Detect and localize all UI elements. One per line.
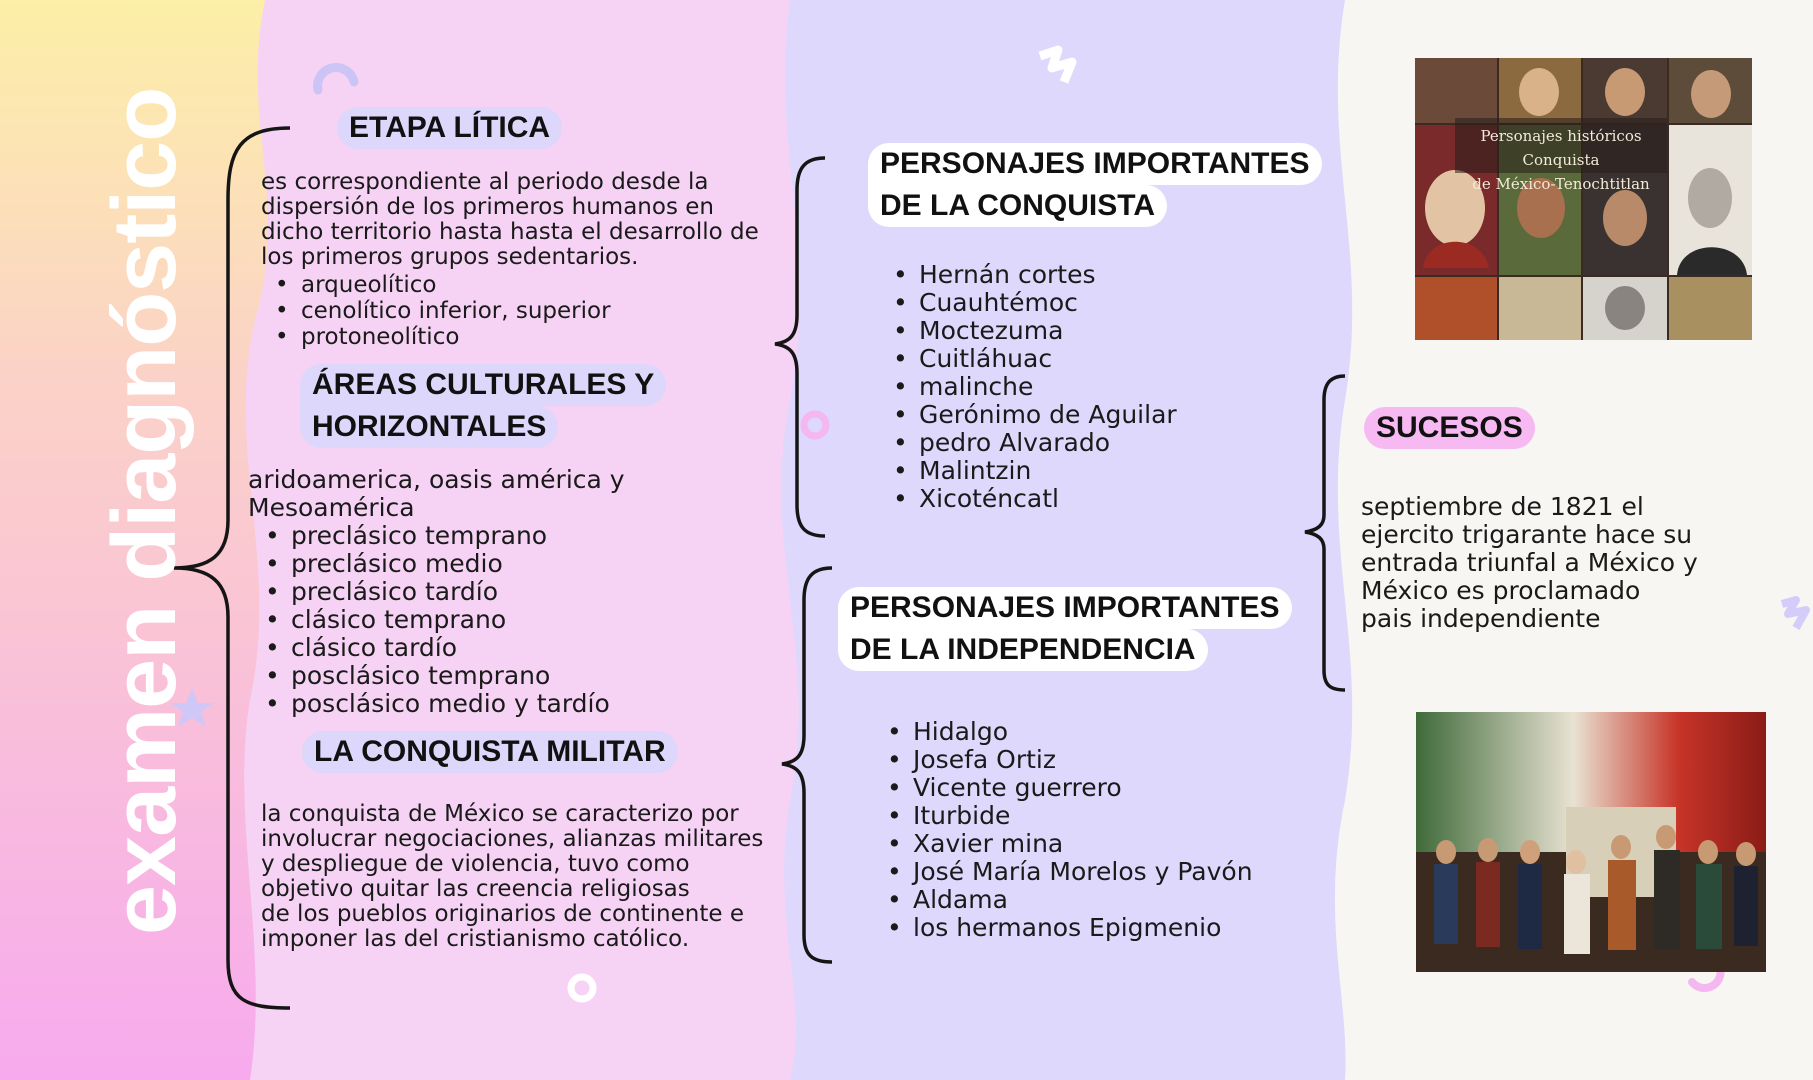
list-item: • pedro Alvarado [893,429,1177,457]
sucesos-text-line: ejercito trigarante hace su [1361,520,1693,549]
conquista-militar-text-line: y despliegue de violencia, tuvo como [261,851,690,877]
etapa-litica-heading: ETAPA LÍTICA [337,107,562,149]
personajes-independencia-heading-line1: PERSONAJES IMPORTANTES [838,587,1292,629]
independencia-painting-image [1416,712,1766,972]
list-item: • Cuauhtémoc [893,289,1177,317]
areas-culturales-text [248,466,768,522]
list-item: • Xavier mina [887,830,1253,858]
list-item: • posclásico temprano [265,662,610,690]
list-item: • protoneolítico [275,324,611,350]
list-item: • clásico temprano [265,606,610,634]
list-item: • José María Morelos y Pavón [887,858,1253,886]
list-item: • los hermanos Epigmenio [887,914,1253,942]
list-item: • malinche [893,373,1177,401]
etapa-litica-text-line: dicho territorio hasta hasta el desarrollo de [261,219,759,245]
etapa-litica-list [275,272,611,350]
sucesos-text-line: septiembre de 1821 el [1361,492,1644,521]
sucesos-text-line: México es proclamado [1361,576,1641,605]
list-item: • Malintzin [893,457,1177,485]
areas-culturales-heading-line1: ÁREAS CULTURALES Y [300,364,666,406]
sucesos-heading: SUCESOS [1364,407,1535,449]
list-item: • Cuitláhuac [893,345,1177,373]
conquista-militar-text [261,802,781,952]
list-item: • Xicoténcatl [893,485,1177,513]
list-item: • Josefa Ortiz [887,746,1253,774]
conquista-militar-text-line: involucrar negociaciones, alianzas militares [261,826,764,852]
personajes-independencia-heading-line2: DE LA INDEPENDENCIA [838,629,1208,671]
list-item: • preclásico medio [265,550,610,578]
personajes-conquista-heading-line1: PERSONAJES IMPORTANTES [868,143,1322,185]
sucesos-text-line: entrada triunfal a México y [1361,548,1698,577]
page-title: examen diagnóstico [95,87,195,935]
areas-culturales-text-line: Mesoamérica [248,493,415,522]
personajes-conquista-list [893,261,1177,513]
list-item: • cenolítico inferior, superior [275,298,611,324]
collage-illustration [1415,58,1752,340]
areas-culturales-text-line: aridoamerica, oasis américa y [248,465,625,494]
sucesos-text-line: pais independiente [1361,604,1601,633]
list-item: • Aldama [887,886,1253,914]
sucesos-text [1361,493,1741,633]
conquista-militar-text-line: la conquista de México se caracterizo por [261,801,739,827]
painting-illustration [1416,712,1766,972]
conquista-militar-heading: LA CONQUISTA MILITAR [302,731,678,773]
list-item: • Vicente guerrero [887,774,1253,802]
conquista-militar-text-line: imponer las del cristianismo católico. [261,926,690,952]
etapa-litica-text-line: los primeros grupos sedentarios. [261,244,639,270]
etapa-litica-text-line: dispersión de los primeros humanos en [261,194,714,220]
collage-caption [1455,124,1667,196]
areas-culturales-heading-line2: HORIZONTALES [300,406,558,448]
list-item: • clásico tardío [265,634,610,662]
list-item: • Hernán cortes [893,261,1177,289]
personajes-independencia-list [887,718,1253,942]
conquista-collage-image [1415,58,1752,340]
etapa-litica-text [261,170,771,270]
list-item: • Hidalgo [887,718,1253,746]
personajes-conquista-heading-line2: DE LA CONQUISTA [868,185,1167,227]
list-item: • arqueolítico [275,272,611,298]
list-item: • preclásico temprano [265,522,610,550]
list-item: • Iturbide [887,802,1253,830]
areas-culturales-list [265,522,610,718]
conquista-militar-text-line: de los pueblos originarios de continente e [261,901,744,927]
conquista-militar-text-line: objetivo quitar las creencia religiosas [261,876,690,902]
list-item: • Gerónimo de Aguilar [893,401,1177,429]
collage-caption-line: de México-Tenochtitlan [1472,175,1650,193]
list-item: • preclásico tardío [265,578,610,606]
etapa-litica-text-line: es correspondiente al periodo desde la [261,169,709,195]
list-item: • posclásico medio y tardío [265,690,610,718]
list-item: • Moctezuma [893,317,1177,345]
collage-caption-line: Personajes históricos Conquista [1480,127,1642,169]
